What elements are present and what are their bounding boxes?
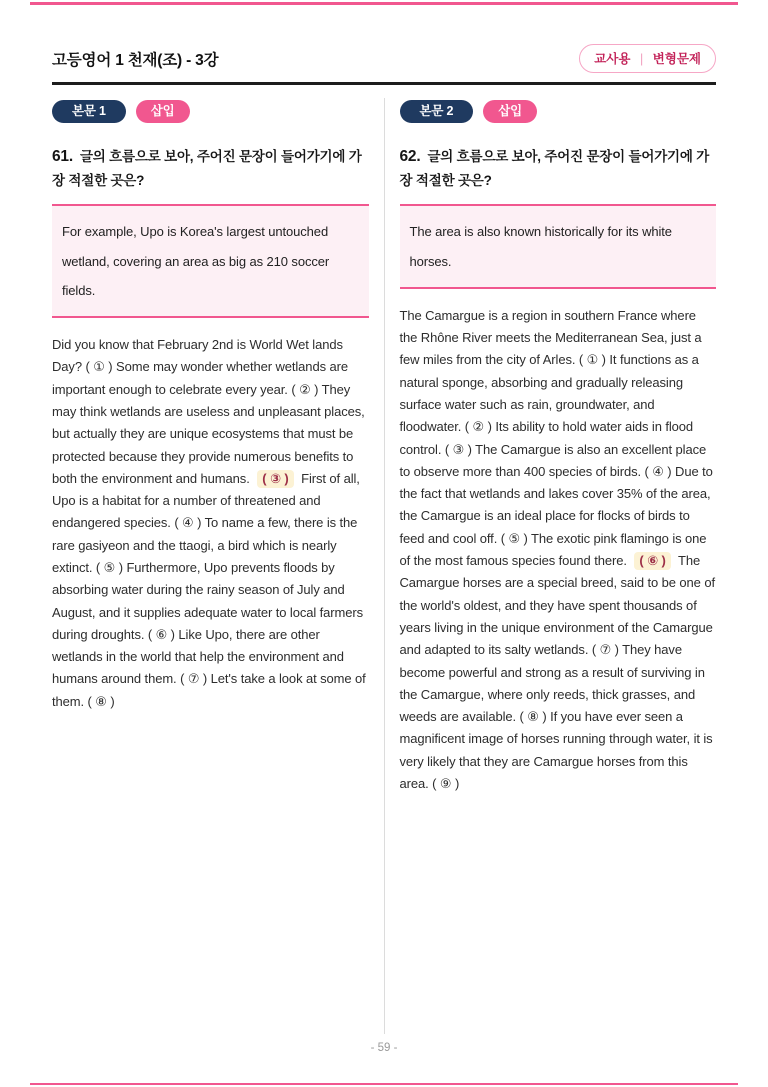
question-type-badge: 삽입 — [483, 100, 537, 124]
page-header — [52, 0, 716, 73]
passage-text — [52, 334, 369, 713]
badge-row — [52, 100, 369, 124]
header-rule — [52, 82, 716, 85]
page-title: 고등영어 1 천재(조) - 3강 — [52, 51, 219, 69]
answer-highlight: ( ③ ) — [257, 470, 293, 488]
source-badge: 본문 1 — [52, 100, 126, 124]
question-type-badge: 삽입 — [136, 100, 190, 124]
answer-highlight: ( ⑥ ) — [634, 552, 670, 570]
question-prompt: 글의 흐름으로 보아, 주어진 문장이 들어가기에 가장 적절한 곳은? — [52, 149, 362, 189]
passage-text — [400, 305, 717, 796]
column-divider — [384, 98, 385, 1034]
passage-segment-before: Did you know that February 2nd is World Wet lands Day? ( ① ) Some may wonder whether wetlands are important enough to celebrate every year. ( ② ) They may think wetlands are useless and unpleasant places, but actually they are unique ecosystems that must be protected because they provide numerous benefits to both the environment and humans. — [52, 337, 365, 486]
bottom-accent-line — [30, 1083, 738, 1086]
question-heading — [400, 144, 717, 193]
passage-segment-before: The Camargue is a region in southern France where the Rhône River meets the Mediterranean Sea, just a few miles from the city of Arles. ( ① ) It functions as a natural sponge, absorbing and gradually releasing surface water such as rain, groundwater, and floodwater. ( ② ) Its ability to hold water aids in flood control. ( ③ ) The Camargue is also an excellent place to observe more than 400 species of birds. ( ④ ) Due to the fact that wetlands and lakes cover 35% of the area, the Camargue is an ideal place for flocks of birds to feed and cool off. ( ⑤ ) The exotic pink flamingo is one of the most famous species found there. — [399, 307, 713, 569]
passage-segment-after: First of all, Upo is a habitat for a number of threatened and endangered species. ( ④ ) To name a few, there is the rare gasiyeon and the ttaogi, a bird which is nearly extinct. ( ⑤ ) Furthermore, Upo prevents floods by absorbing water during the rainy season of July and August, and it supplies adequate water to local farmers during droughts. ( ⑥ ) Like Upo, there are other wetlands in the world that help the environment and humans around them. ( ⑦ ) Let's take a look at some of them. ( ⑧ ) — [52, 470, 366, 709]
teacher-badge-left-label: 교사용 — [594, 52, 631, 66]
given-sentence: The area is also known historically for its white horses. — [409, 224, 672, 269]
question-heading — [52, 144, 369, 193]
page-number: - 59 - — [370, 1042, 398, 1054]
teacher-badge — [579, 44, 716, 73]
two-column-layout — [52, 98, 716, 1034]
given-sentence: For example, Upo is Korea's largest untouched wetland, covering an area as big as 210 soccer fields. — [62, 224, 330, 298]
question-prompt: 글의 흐름으로 보아, 주어진 문장이 들어가기에 가장 적절한 곳은? — [399, 149, 710, 189]
question-62-block — [400, 98, 717, 1034]
given-sentence-box — [400, 204, 717, 289]
top-accent-line — [30, 2, 738, 5]
teacher-badge-divider: | — [639, 52, 644, 66]
given-sentence-box — [52, 204, 369, 318]
page-footer — [0, 1042, 768, 1054]
badge-row — [400, 100, 717, 124]
question-number: 62. — [399, 148, 421, 165]
teacher-badge-right-label: 변형문제 — [652, 52, 701, 66]
question-61-block — [52, 98, 369, 1034]
question-number: 61. — [52, 148, 73, 165]
passage-segment-after: The Camargue horses are a special breed, said to be one of the world's oldest, and they have spent thousands of years living in the unique environment of the Camargue and adapted to its salty wetlands. ( ⑦ ) They have become powerful and strong as a result of surviving in the Camargue, where only reeds, thick grasses, and weeds are available. ( ⑧ ) If you have ever seen a magnificent image of horses running through water, it is very likely that they are Camargue horses from this area. ( ⑨ ) — [399, 553, 715, 792]
source-badge: 본문 2 — [400, 100, 474, 124]
